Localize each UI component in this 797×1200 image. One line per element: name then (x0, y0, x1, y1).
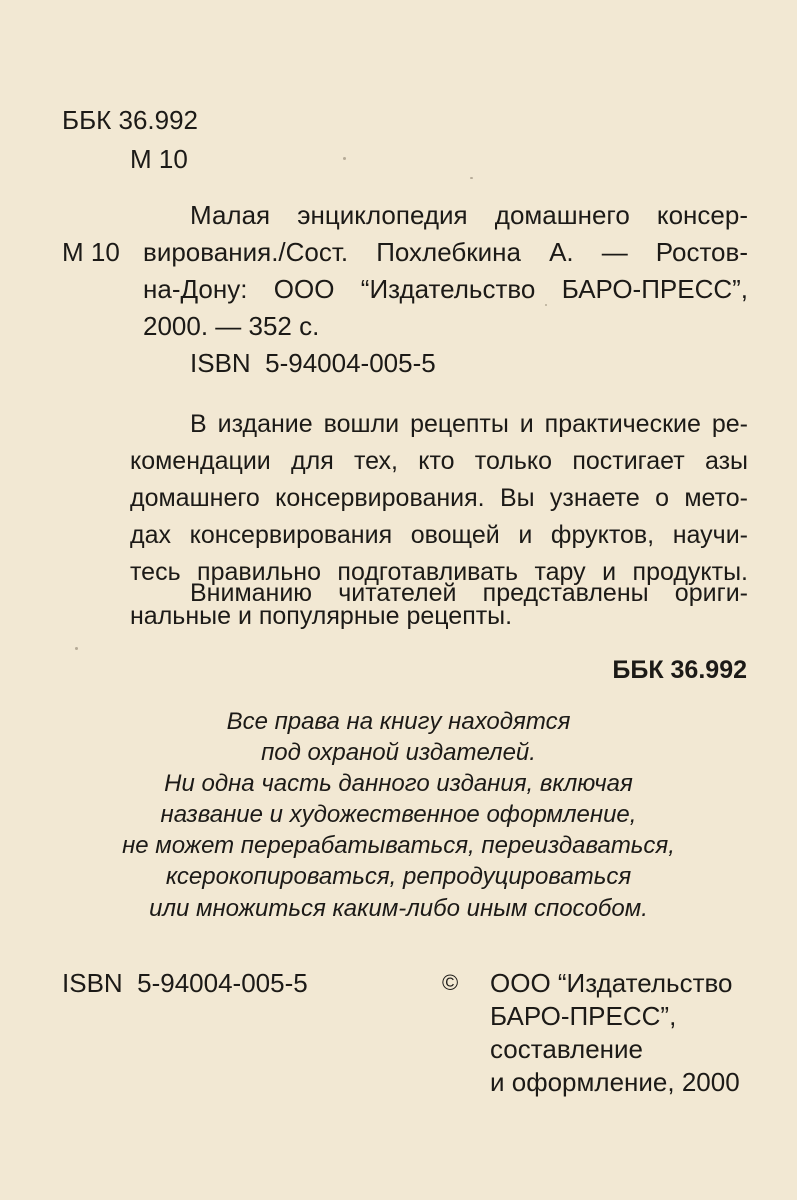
copyright-symbol: © (442, 970, 459, 995)
annotation-line: Вниманию читателей представлены ориги- (190, 579, 748, 607)
bib-line: вирования./Сост. Похлебкина А. — Ростов- (143, 237, 748, 267)
paper-speck (545, 304, 547, 306)
footer-isbn (62, 967, 308, 999)
annotation-line: нальные и популярные рецепты. (130, 602, 513, 630)
rights-line: под охраной издателей. (261, 739, 536, 766)
annotation-line: домашнего консервирования. Вы узнаете о мето- (130, 484, 748, 512)
footer-isbn-number: 5-94004-005-5 (137, 968, 308, 998)
bib-isbn-number: 5-94004-005-5 (265, 348, 436, 378)
copyright-line: БАРО-ПРЕСС”, (490, 1001, 677, 1031)
bib-isbn (190, 347, 436, 379)
paper-speck (470, 177, 473, 179)
header-author-mark: М 10 (130, 144, 188, 174)
bib-isbn-label: ISBN (190, 348, 251, 378)
annotation-line: тесь правильно подготавливать тару и продукты. (130, 558, 748, 586)
rights-line: Все права на книгу находятся (226, 708, 571, 735)
rights-line: не может перерабатываться, переиздаваться, (122, 832, 675, 859)
bib-line: Малая энциклопедия домашнего консер- (190, 200, 748, 230)
annotation-line: комендации для тех, кто только постигает азы (130, 447, 748, 475)
rights-line: Ни одна часть данного издания, включая (164, 770, 633, 797)
paper-speck (343, 157, 346, 160)
footer-isbn-label: ISBN (62, 968, 123, 998)
annotation-line: В издание вошли рецепты и практические ре- (190, 410, 748, 438)
rights-line: или множиться каким-либо иным способом. (149, 895, 648, 922)
header-bbk: ББК 36.992 (62, 105, 199, 135)
copyright-line: ООО “Издательство (490, 968, 733, 998)
paper-speck (75, 647, 78, 650)
rights-line: название и художественное оформление, (160, 801, 637, 828)
rights-line: ксерокопироваться, репродуцироваться (165, 863, 632, 890)
annotation-bbk: ББК 36.992 (612, 656, 747, 684)
bib-author-mark: М 10 (62, 237, 120, 267)
copyright-line: и оформление, 2000 (490, 1067, 740, 1097)
bib-line: на-Дону: ООО “Издательство БАРО-ПРЕСС”, (143, 274, 748, 304)
bib-line: 2000. — 352 с. (143, 311, 320, 341)
annotation-line: дах консервирования овощей и фруктов, научи- (130, 521, 748, 549)
copyright-line: составление (490, 1034, 644, 1064)
